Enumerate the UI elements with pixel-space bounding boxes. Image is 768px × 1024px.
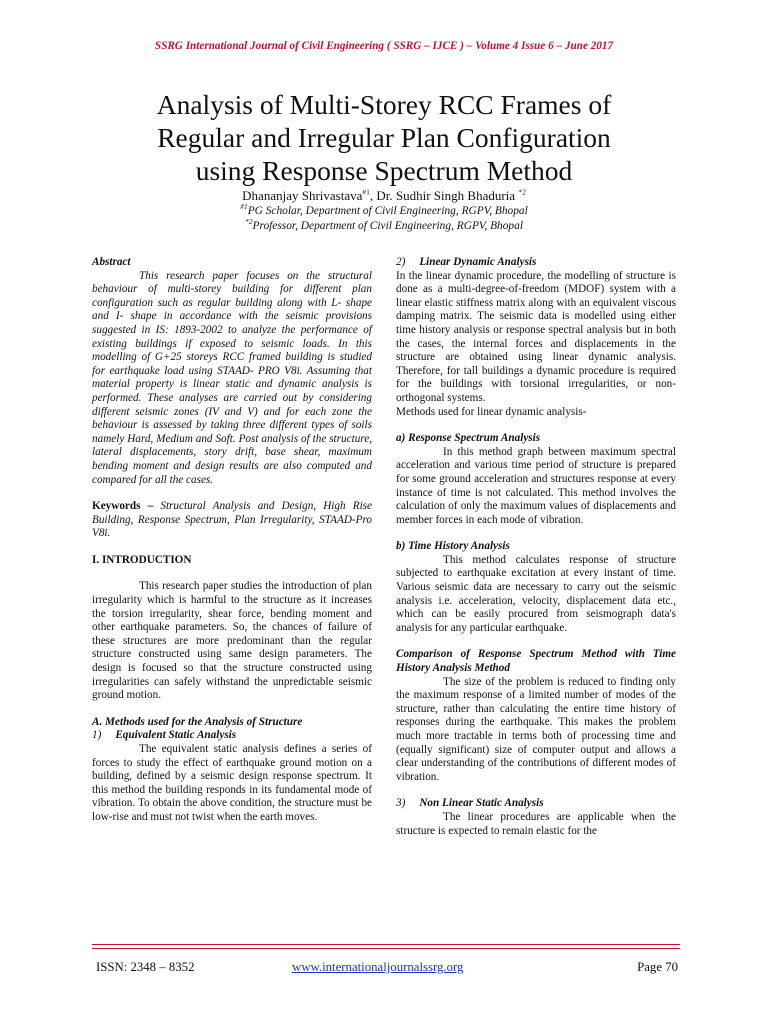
- author-separator: ,: [369, 188, 377, 203]
- heading-time-history-analysis: b) Time History Analysis: [396, 540, 510, 553]
- title-line: Analysis of Multi-Storey RCC Frames of: [156, 89, 612, 120]
- introduction-text: This research paper studies the introduction of plan irregularity which is harmful to the structure as it increases the torsion irregularity, shear force, bending moment and other earthquake parameters. So, the chances of failure of these structures are more predominant than the regular structure constructed using same design parameters. The design is focused so that the structure constructed using irregularities can safely withstand the unpredictable seismic ground motion.: [92, 580, 372, 702]
- subsubsection-heading-equivalent-static: [92, 729, 372, 743]
- keywords: [92, 500, 372, 541]
- subsection-heading-methods: A. Methods used for the Analysis of Structure: [92, 715, 303, 728]
- heading-text: Equivalent Static Analysis: [115, 729, 237, 742]
- author-name: Dhananjay Shrivastava: [242, 188, 363, 203]
- footer-rule: [92, 944, 680, 945]
- equivalent-static-text: The equivalent static analysis defines a series of forces to study the effect of earthquake ground motion on a building, defined by a seismic design response spectrum. It this method the building responds in its fundamental mode of vibration. To obtain the above condition, the structure must be low-rise and must not twist when the earth moves.: [92, 743, 372, 823]
- paper-title: [60, 88, 708, 187]
- running-head: SSRG International Journal of Civil Engineering ( SSRG – IJCE ) – Volume 4 Issue 6 – June 2017: [154, 40, 614, 52]
- affiliation: [0, 204, 768, 218]
- author-line: [0, 188, 768, 203]
- heading-text: Non Linear Static Analysis: [419, 797, 544, 810]
- linear-dynamic-methods-intro: Methods used for linear dynamic analysis-: [396, 405, 587, 418]
- title-line: Regular and Irregular Plan Configuration: [157, 122, 611, 153]
- author-marker: #1: [362, 187, 370, 197]
- section-heading-introduction: I. INTRODUCTION: [92, 553, 192, 566]
- affiliation-text: Professor, Department of Civil Engineering, RGPV, Bhopal: [252, 220, 523, 232]
- time-history-text: This method calculates response of structure subjected to earthquake excitation at every instant of time. Various seismic data are necessary to carry out the seismic analysis i.e. acceleration, velocity, displacement data etc., which can be easily procured from seismograph data's analysis for any particular earthquake.: [396, 553, 676, 634]
- heading-number: 3): [396, 797, 406, 810]
- affiliation-text: PG Scholar, Department of Civil Engineering, RGPV, Bhopal: [247, 205, 528, 217]
- subsubsection-heading-linear-dynamic: [396, 256, 676, 270]
- heading-number: 2): [396, 256, 406, 268]
- left-column: [92, 256, 372, 825]
- abstract-text: This research paper focuses on the structural behaviour of multi-storey building for different plan configuration such as regular building along with L- shape and I- shape in accordance with the seismic provisions suggested in IS: 1893-2002 to analyze the performance of existing buildings if exposed to seismic loads. In this modelling of G+25 storeys RCC framed building is studied for earthquake load using STAAD- PRO V8i. Assuming that material property is linear static and dynamic analysis is performed. These analyses are carried out by considering different seismic zones (IV and V) and for each zone the behaviour is assessed by taking three different types of soils namely Hard, Medium and Soft. Post analysis of the structure, lateral displacements, story drift, base shear, maximum bending moment and design results are also computed and compared for all the cases.: [92, 269, 372, 486]
- affiliation: [0, 219, 768, 233]
- comparison-text: The size of the problem is reduced to finding only the maximum response of a limited number of modes of the structure, rather than calculating the entire time history of responses during the earthquake. This makes the problem much more tractable in terms both of processing time and (equally significant) size of computer output and allows a clear understanding of the contributions of different modes of vibration.: [396, 675, 676, 783]
- footer-issn: ISSN: 2348 – 8352: [96, 960, 195, 974]
- heading-text: Linear Dynamic Analysis: [419, 256, 537, 268]
- author-marker: *2: [518, 187, 526, 197]
- page-footer: [96, 960, 678, 976]
- keywords-text: Structural Analysis and Design, High Rise Building, Response Spectrum, Plan Irregularity, STAAD-Pro V8i.: [92, 500, 372, 540]
- author-name: Dr. Sudhir Singh Bhaduria: [376, 188, 516, 203]
- right-column: [396, 256, 676, 838]
- title-line: using Response Spectrum Method: [195, 155, 573, 186]
- heading-comparison: Comparison of Response Spectrum Method with Time History Analysis Method: [396, 648, 676, 675]
- abstract-heading: Abstract: [92, 256, 131, 268]
- nonlinear-static-text: The linear procedures are applicable when the structure is expected to remain elastic for the: [396, 810, 676, 837]
- linear-dynamic-text: In the linear dynamic procedure, the modelling of structure is done as a multi-degree-of-freedom (MDOF) system with a linear elastic stiffness matrix along with an equivalent viscous damping matrix. The seismic data is modelled using either time history analysis or response spectral analysis but in both the cases, the internal forces and displacements in the structure are obtained using linear dynamic analysis. Therefore, for tall buildings a dynamic procedure is required for the buildings with torsional irregularities, or non-orthogonal systems.: [396, 269, 676, 404]
- response-spectrum-text: In this method graph between maximum spectral acceleration and various time period of structure is prepared for some ground acceleration and structures response at every instance of time is not calculated. This method involves the calculation of only the maximum values of displacements and member forces in each mode of vibration.: [396, 445, 676, 526]
- keywords-label: Keywords –: [92, 500, 154, 513]
- affiliation-marker: #1: [240, 202, 248, 212]
- footer-rule: [92, 948, 680, 949]
- footer-page-number: Page 70: [637, 960, 678, 974]
- heading-number: 1): [92, 729, 102, 742]
- heading-response-spectrum-analysis: a) Response Spectrum Analysis: [396, 432, 541, 445]
- subsubsection-heading-nonlinear-static: [396, 797, 676, 811]
- affiliation-marker: *2: [244, 217, 253, 227]
- footer-journal-link[interactable]: www.internationaljournalssrg.org: [292, 960, 464, 974]
